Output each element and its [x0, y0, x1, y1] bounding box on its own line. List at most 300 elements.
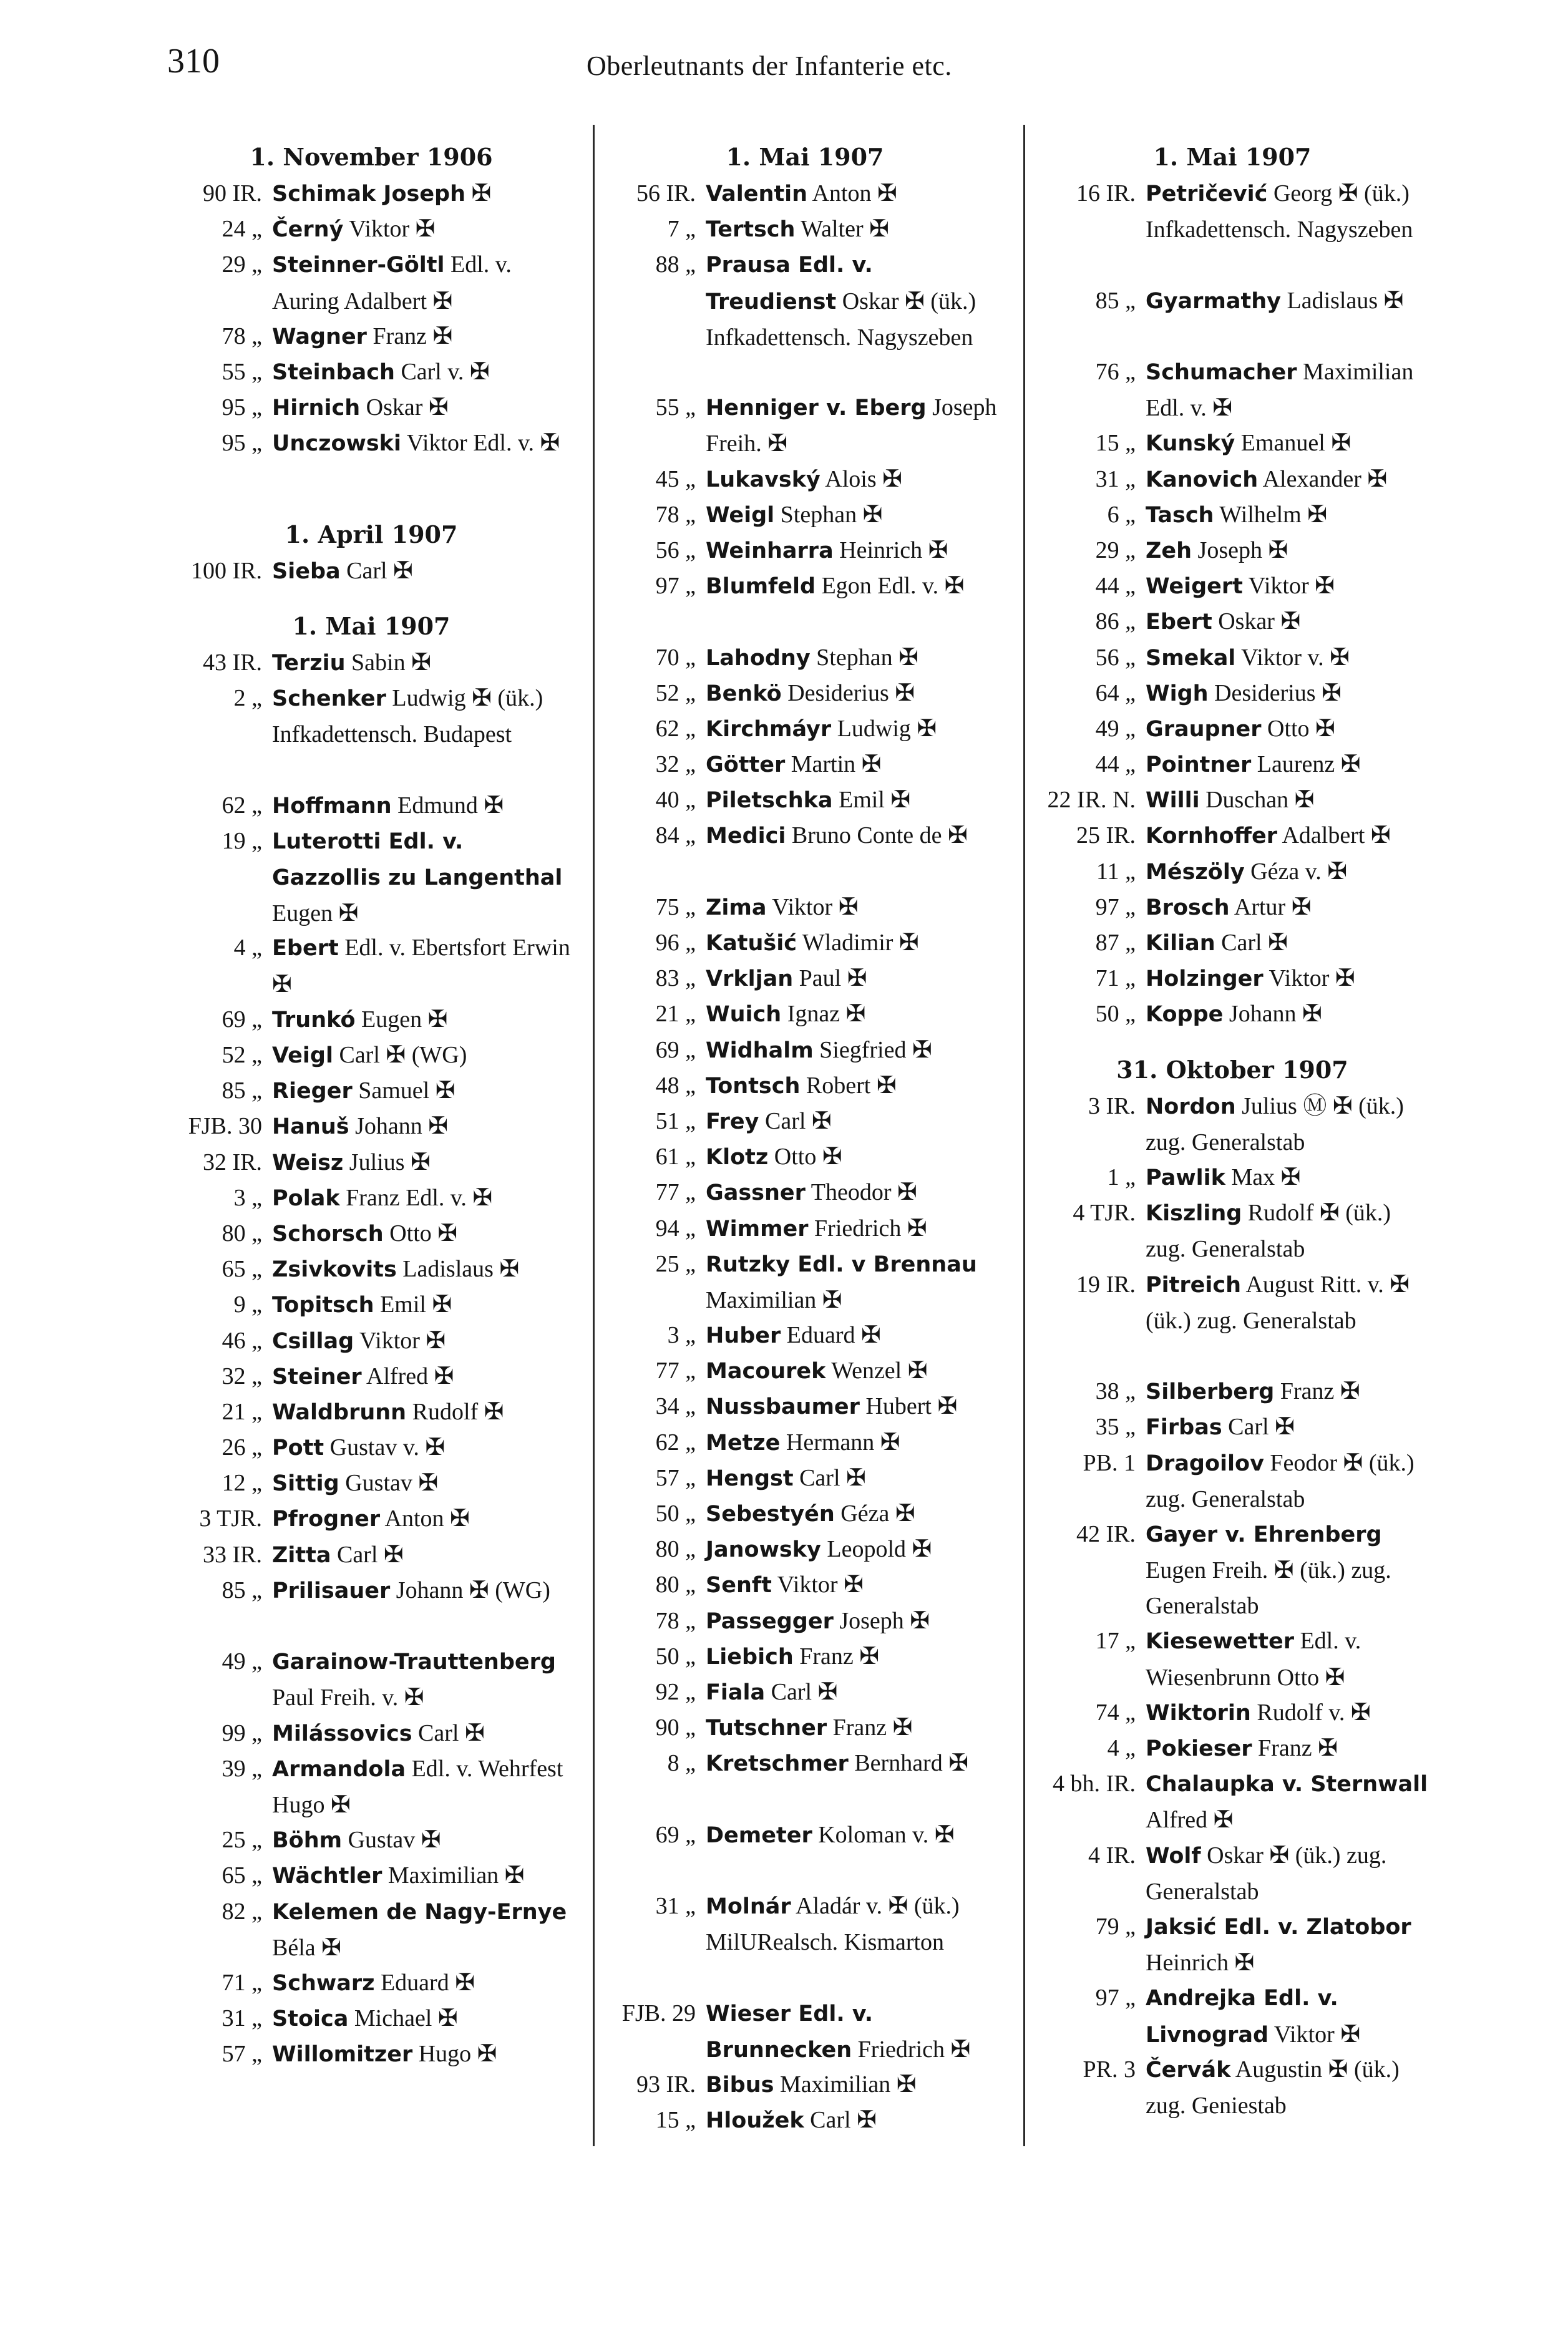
regiment-number: 35 „ — [1095, 1414, 1136, 1441]
officer-entry — [1030, 354, 1435, 426]
officer-entry — [599, 1461, 1011, 1496]
regiment-number: 56 IR. — [636, 180, 696, 207]
officer-entry — [599, 640, 1011, 676]
officer-surname: Kilian — [1146, 931, 1215, 956]
regiment-number: 95 „ — [222, 430, 262, 457]
officer-surname: Ebert — [272, 936, 339, 961]
regiment-number: 79 „ — [1095, 1914, 1136, 1940]
regiment-number: 61 „ — [655, 1144, 696, 1170]
officer-surname: Weisz — [272, 1150, 344, 1175]
officer-surname: Tutschner — [706, 1716, 827, 1741]
regiment-number: 22 IR. N. — [1047, 787, 1136, 814]
officer-surname: Sebestyén — [706, 1502, 835, 1527]
officer-details: Viktor ✠ — [343, 216, 436, 243]
regiment-number: 48 „ — [655, 1072, 696, 1099]
officer-surname: Macourek — [706, 1359, 826, 1384]
officer-details: Oskar ✠ — [1212, 608, 1301, 635]
officer-entry — [1030, 1909, 1435, 1980]
officer-details: Eugen ✠ — [272, 900, 359, 927]
section-gap — [1030, 1033, 1435, 1051]
officer-entry — [599, 1603, 1011, 1639]
officer-entry — [1030, 818, 1435, 853]
officer-details: Viktor Edl. v. ✠ — [401, 430, 560, 457]
officer-surname: Steiner — [272, 1364, 362, 1389]
regiment-number: 45 „ — [655, 465, 696, 492]
regiment-number: 51 „ — [655, 1107, 696, 1134]
officer-entry — [599, 1496, 1011, 1532]
regiment-number: 100 IR. — [191, 557, 262, 584]
officer-surname: Kretschmer — [706, 1751, 849, 1777]
officer-entry — [168, 390, 574, 426]
officer-entry — [599, 1710, 1011, 1746]
officer-details: Wladimir ✠ — [796, 930, 919, 956]
officer-details: Maximilian ✠ — [706, 1286, 842, 1313]
officer-details: Feodor ✠ (ük.) zug. Generalstab — [1146, 1449, 1415, 1512]
regiment-number: 32 „ — [222, 1363, 262, 1389]
officer-entry — [599, 2067, 1011, 2103]
officer-surname: Pawlik — [1146, 1165, 1225, 1190]
officer-entry — [168, 1751, 574, 1822]
officer-surname: Holzinger — [1146, 966, 1264, 992]
regiment-number: 2 „ — [233, 685, 262, 712]
officer-details: Ladislaus ✠ — [1280, 287, 1404, 314]
regiment-number: 69 „ — [655, 1036, 696, 1063]
regiment-number: 57 „ — [222, 2041, 262, 2068]
regiment-number: 16 IR. — [1076, 180, 1136, 207]
officer-entry — [599, 676, 1011, 711]
officer-surname: Wigh — [1146, 681, 1209, 706]
officer-surname: Zima — [706, 895, 767, 920]
officer-details: Rudolf ✠ — [406, 1398, 504, 1425]
regiment-number: 17 „ — [1095, 1628, 1136, 1655]
regiment-number: 97 „ — [655, 573, 696, 600]
officer-details: Maximilian ✠ — [774, 2071, 917, 2098]
regiment-number: 77 „ — [655, 1179, 696, 1206]
officer-details: Viktor ✠ — [1242, 573, 1335, 600]
officer-entry — [1030, 533, 1435, 568]
regiment-number: 49 „ — [222, 1648, 262, 1675]
officer-surname: Koppe — [1146, 1002, 1224, 1028]
officer-surname: Hoffmann — [272, 793, 392, 819]
officer-details: Ladislaus ✠ — [396, 1256, 520, 1283]
officer-surname: Weigl — [706, 502, 775, 528]
regiment-number: 84 „ — [655, 822, 696, 849]
officer-details: Duschan ✠ — [1199, 787, 1315, 814]
officer-details: Carl ✠ — [340, 557, 413, 584]
officer-surname: Nordon — [1146, 1094, 1236, 1119]
officer-entry — [168, 354, 574, 390]
officer-entry — [168, 1109, 574, 1144]
regiment-number: 69 „ — [222, 1006, 262, 1033]
officer-details: Anton ✠ — [380, 1505, 470, 1532]
officer-entry — [168, 1073, 574, 1109]
regiment-number: 85 „ — [222, 1077, 262, 1104]
officer-details: Julius Ⓜ ✠ (ük.) zug. Generalstab — [1146, 1092, 1404, 1155]
officer-entry — [599, 961, 1011, 996]
officer-details: Heinrich ✠ — [833, 537, 948, 563]
officer-details: Walter ✠ — [795, 216, 889, 243]
officer-details: Carl v. ✠ — [394, 358, 490, 385]
officer-details: Edmund ✠ — [391, 792, 504, 819]
officer-surname: Schimak Joseph — [272, 182, 466, 207]
officer-details: Wenzel ✠ — [825, 1358, 928, 1384]
officer-entry — [1030, 1195, 1435, 1267]
regiment-number: 94 „ — [655, 1215, 696, 1242]
officer-surname: Milássovics — [272, 1721, 412, 1746]
officer-entry — [168, 1965, 574, 2001]
officer-surname: Willi — [1146, 788, 1200, 814]
officer-entry — [1030, 1838, 1435, 1909]
officer-details: Leopold ✠ — [821, 1536, 932, 1563]
officer-details: Carl ✠ — [759, 1107, 832, 1134]
officer-details: Adalbert ✠ — [1277, 822, 1391, 849]
regiment-number: FJB. 30 — [188, 1113, 262, 1140]
regiment-number: 56 „ — [655, 537, 696, 563]
regiment-number: 33 IR. — [203, 1541, 262, 1568]
regiment-number: 62 „ — [222, 792, 262, 819]
officer-details: Ignaz ✠ — [781, 1001, 866, 1028]
officer-entry — [168, 1323, 574, 1359]
officer-entry — [1030, 1267, 1435, 1374]
officer-details: Stephan ✠ — [810, 644, 918, 671]
regiment-number: 3 „ — [667, 1322, 696, 1349]
officer-surname: Zsivkovits — [272, 1257, 397, 1283]
officer-surname: Csillag — [272, 1328, 354, 1354]
regiment-number: 6 „ — [1107, 501, 1136, 528]
officer-entry — [599, 818, 1011, 889]
officer-details: Johann ✠ — [1223, 1001, 1322, 1028]
regiment-number: 78 „ — [655, 1607, 696, 1634]
officer-details: Joseph ✠ — [833, 1607, 930, 1634]
regiment-number: 50 „ — [1095, 1001, 1136, 1028]
officer-surname: Valentin — [706, 182, 808, 207]
officer-surname: Graupner — [1146, 716, 1262, 742]
officer-details: Carl ✠ — [1222, 1414, 1295, 1441]
officer-surname: Zitta — [272, 1542, 331, 1568]
officer-details: Eduard ✠ — [374, 1969, 475, 1996]
regiment-number: 24 „ — [222, 216, 262, 243]
section-date-heading: 1. April 1907 — [285, 520, 458, 548]
officer-entry — [1030, 2052, 1435, 2123]
officer-details: Oskar ✠ (ük.) zug. Generalstab — [1146, 1842, 1387, 1905]
regiment-number: 9 „ — [233, 1291, 262, 1318]
officer-entry — [168, 1002, 574, 1038]
regiment-number: 7 „ — [667, 216, 696, 243]
page-number: 310 — [167, 42, 220, 80]
officer-entry — [599, 747, 1011, 782]
officer-entry — [1030, 426, 1435, 461]
officer-surname: Wolf — [1146, 1843, 1201, 1869]
officer-details: Wilhelm ✠ — [1214, 501, 1328, 528]
regiment-number: 29 „ — [1095, 537, 1136, 563]
officer-entry — [1030, 711, 1435, 747]
regiment-number: 78 „ — [222, 323, 262, 349]
officer-details: Gustav v. ✠ — [324, 1434, 446, 1461]
officer-surname: Lahodny — [706, 645, 811, 671]
regiment-number: 29 „ — [222, 251, 262, 278]
officer-entry — [599, 1175, 1011, 1210]
officer-details: Viktor ✠ — [1269, 2021, 1361, 2048]
officer-entry — [168, 1573, 574, 1644]
officer-surname: Waldbrunn — [272, 1399, 407, 1425]
column-1 — [168, 139, 574, 2073]
officer-details: Gustav ✠ — [342, 1827, 441, 1854]
officer-surname: Prausa Edl. v. Treudienst — [706, 253, 873, 314]
regiment-number: 80 „ — [222, 1220, 262, 1247]
officer-entry — [168, 1216, 574, 1252]
officer-surname: Kunský — [1146, 431, 1235, 457]
officer-surname: Garainow-Trauttenberg — [272, 1650, 556, 1675]
officer-details: Viktor ✠ — [354, 1327, 446, 1354]
officer-surname: Ebert — [1146, 610, 1212, 635]
regiment-number: 77 „ — [655, 1358, 696, 1384]
regiment-number: 87 „ — [1095, 930, 1136, 956]
officer-entry — [168, 1145, 574, 1180]
officer-entry — [1030, 1517, 1435, 1624]
officer-entry — [168, 2036, 574, 2072]
section-date-heading: 31. Oktober 1907 — [1116, 1055, 1348, 1084]
officer-details: Carl ✠ (WG) — [333, 1042, 467, 1069]
officer-entry — [599, 462, 1011, 497]
officer-entry — [168, 212, 574, 247]
officer-entry — [168, 788, 574, 824]
officer-details: Otto ✠ — [383, 1220, 458, 1247]
officer-details: Siegfried ✠ — [813, 1036, 932, 1063]
officer-entry — [1030, 1766, 1435, 1837]
officer-surname: Brosch — [1146, 895, 1230, 920]
officer-entry — [1030, 1446, 1435, 1517]
officer-details: Franz ✠ — [1274, 1378, 1360, 1405]
officer-details: Alfred ✠ — [1146, 1807, 1234, 1834]
officer-entry — [168, 2001, 574, 2036]
officer-surname: Frey — [706, 1109, 759, 1134]
officer-entry — [1030, 462, 1435, 497]
officer-details: Augustin ✠ (ük.) zug. Geniestab — [1146, 2056, 1400, 2119]
officer-details: Carl ✠ — [1215, 930, 1288, 956]
officer-details: Oskar ✠ (ük.) Infkadettensch. Nagyszeben — [706, 288, 976, 351]
officer-entry — [599, 1639, 1011, 1675]
officer-entry — [1030, 568, 1435, 604]
officer-surname: Silberberg — [1146, 1379, 1275, 1405]
officer-entry — [1030, 1160, 1435, 1195]
officer-entry — [599, 176, 1011, 212]
officer-surname: Kanovich — [1146, 467, 1259, 492]
regiment-number: 4 IR. — [1088, 1842, 1136, 1869]
officer-surname: Luterotti Edl. v. Gazzollis zu Langenthal — [272, 829, 563, 891]
officer-details: Sabin ✠ — [345, 649, 431, 676]
officer-details: Géza v. ✠ — [1244, 858, 1348, 885]
officer-surname: Gassner — [706, 1180, 806, 1206]
regiment-number: 62 „ — [655, 715, 696, 742]
regiment-number: 32 „ — [655, 751, 696, 778]
officer-details: Viktor ✠ — [766, 893, 859, 920]
officer-entry — [1030, 1089, 1435, 1160]
regiment-number: 52 „ — [222, 1042, 262, 1069]
officer-surname: Stoica — [272, 2006, 349, 2032]
officer-details: Géza ✠ — [834, 1500, 915, 1527]
regiment-number: 44 „ — [1095, 573, 1136, 600]
officer-surname: Kornhoffer — [1146, 824, 1278, 849]
regiment-number: 80 „ — [655, 1572, 696, 1598]
officer-details: Martin ✠ — [785, 751, 882, 778]
officer-details: Johann ✠ (WG) — [390, 1577, 550, 1603]
officer-surname: Steinner-Göltl — [272, 253, 445, 278]
regiment-number: PR. 3 — [1083, 2056, 1136, 2083]
officer-details: Paul Freih. v. ✠ — [272, 1685, 424, 1711]
officer-surname: Kiesewetter — [1146, 1629, 1294, 1655]
officer-surname: Henniger v. Eberg — [706, 396, 927, 421]
officer-details: Carl ✠ — [765, 1678, 838, 1705]
officer-entry — [1030, 283, 1435, 354]
regiment-number: 96 „ — [655, 930, 696, 956]
officer-surname: Bibus — [706, 2073, 774, 2098]
regiment-number: 90 „ — [655, 1714, 696, 1741]
officer-surname: Gyarmathy — [1146, 288, 1281, 314]
officer-details: Carl ✠ — [804, 2107, 877, 2134]
officer-details: Viktor ✠ — [1263, 965, 1355, 992]
regiment-number: 4 bh. IR. — [1053, 1771, 1136, 1797]
officer-surname: Demeter — [706, 1822, 812, 1848]
regiment-number: 86 „ — [1095, 608, 1136, 635]
officer-details: Franz ✠ — [1252, 1735, 1338, 1762]
officer-surname: Benkö — [706, 681, 782, 706]
officer-entry — [599, 996, 1011, 1032]
regiment-number: 39 „ — [222, 1755, 262, 1782]
officer-entry — [168, 1644, 574, 1715]
officer-surname: Tasch — [1146, 502, 1214, 528]
officer-details: Desiderius ✠ — [1208, 679, 1342, 706]
officer-entry — [599, 890, 1011, 925]
regiment-number: 31 „ — [655, 1893, 696, 1920]
regiment-number: 4 „ — [1107, 1735, 1136, 1762]
officer-entry — [599, 247, 1011, 390]
regiment-number: 62 „ — [655, 1429, 696, 1456]
officer-entry — [1030, 747, 1435, 782]
regiment-number: 25 „ — [655, 1250, 696, 1277]
officer-entry — [168, 1038, 574, 1073]
regiment-number: 31 „ — [1095, 465, 1136, 492]
regiment-number: 78 „ — [655, 501, 696, 528]
officer-details: Artur ✠ — [1229, 893, 1312, 920]
officer-entry — [1030, 961, 1435, 996]
officer-entry — [168, 553, 574, 589]
officer-details: ✠ — [465, 180, 492, 207]
officer-entry — [599, 212, 1011, 247]
regiment-number: FJB. 29 — [621, 2000, 696, 2026]
regiment-number: 3 „ — [233, 1184, 262, 1211]
officer-details: Emil ✠ — [374, 1291, 452, 1318]
officer-surname: Hirnich — [272, 396, 361, 421]
officer-surname: Wiktorin — [1146, 1700, 1251, 1726]
officer-surname: Petričević — [1146, 182, 1268, 207]
regiment-number: 21 „ — [222, 1398, 262, 1425]
officer-details: Stephan ✠ — [774, 501, 883, 528]
officer-details: Max ✠ — [1225, 1164, 1301, 1190]
officer-entry — [599, 1353, 1011, 1389]
officer-details: Joseph ✠ — [1192, 537, 1288, 563]
regiment-number: 70 „ — [655, 644, 696, 671]
regiment-number: 43 IR. — [203, 649, 262, 676]
officer-surname: Weinharra — [706, 538, 834, 563]
officer-entry — [168, 1894, 574, 1965]
column-2 — [599, 139, 1011, 2139]
officer-surname: Gayer v. Ehrenberg — [1146, 1522, 1382, 1547]
column-rule — [1023, 125, 1025, 2146]
officer-surname: Molnár — [706, 1894, 791, 1920]
officer-surname: Schwarz — [272, 1970, 375, 1996]
officer-entry — [168, 1822, 574, 1858]
officer-surname: Kelemen de Nagy-Ernye — [272, 1899, 567, 1925]
officer-details: Alexander ✠ — [1258, 465, 1388, 492]
officer-entry — [168, 1858, 574, 1894]
regiment-number: 97 „ — [1095, 893, 1136, 920]
officer-details: Friedrich ✠ — [852, 2036, 971, 2063]
officer-details: Edl. v. Auring Adalbert ✠ — [272, 251, 512, 314]
officer-entry — [599, 1068, 1011, 1104]
officer-surname: Steinbach — [272, 359, 395, 385]
officer-surname: Wimmer — [706, 1216, 809, 1242]
regiment-number: PB. 1 — [1083, 1449, 1136, 1476]
officer-details: Egon Edl. v. ✠ — [816, 573, 965, 600]
regiment-number: 42 IR. — [1076, 1520, 1136, 1547]
regiment-number: 99 „ — [222, 1719, 262, 1746]
regiment-number: 49 „ — [1095, 715, 1136, 742]
officer-details: Georg ✠ (ük.) Infkadettensch. Nagyszeben — [1146, 180, 1413, 243]
officer-surname: Andrejka Edl. v. Livnograd — [1146, 1986, 1338, 2048]
officer-surname: Trunkó — [272, 1007, 356, 1033]
officer-surname: Jaksić Edl. v. Zlatobor — [1146, 1915, 1411, 1940]
officer-entry — [1030, 1980, 1435, 2051]
officer-surname: Hanuš — [272, 1114, 349, 1140]
regiment-number: 95 „ — [222, 394, 262, 421]
officer-surname: Pointner — [1146, 752, 1252, 778]
officer-entry — [168, 1501, 574, 1537]
regiment-number: 90 IR. — [203, 180, 262, 207]
officer-surname: Pott — [272, 1436, 324, 1461]
officer-entry — [599, 1675, 1011, 1710]
regiment-number: 19 IR. — [1076, 1271, 1136, 1298]
officer-entry — [599, 1817, 1011, 1889]
regiment-number: 56 „ — [1095, 644, 1136, 671]
officer-entry — [1030, 1409, 1435, 1445]
column-rule — [593, 125, 595, 2146]
officer-entry — [168, 930, 574, 1001]
officer-details: Carl ✠ — [793, 1464, 866, 1491]
regiment-number: 4 TJR. — [1073, 1200, 1136, 1227]
officer-surname: Schorsch — [272, 1221, 384, 1247]
officer-details: Franz ✠ — [366, 323, 453, 349]
regiment-number: 52 „ — [655, 679, 696, 706]
officer-entry — [1030, 1623, 1435, 1695]
officer-surname: Topitsch — [272, 1293, 374, 1318]
officer-entry — [1030, 996, 1435, 1032]
officer-surname: Klotz — [706, 1145, 769, 1170]
officer-details: Franz ✠ — [793, 1643, 880, 1670]
officer-surname: Sieba — [272, 558, 341, 584]
officer-entry — [599, 390, 1011, 461]
officer-entry — [599, 711, 1011, 747]
officer-entry — [168, 1716, 574, 1751]
officer-details: Edl. v. Wehrfest Hugo ✠ — [272, 1755, 563, 1819]
officer-details: Anton ✠ — [807, 180, 897, 207]
section-date-heading: 1. November 1906 — [250, 143, 493, 171]
officer-entry — [599, 1425, 1011, 1461]
officer-entry — [599, 1889, 1011, 1996]
officer-details: Viktor ✠ — [771, 1572, 864, 1598]
officer-details: Joseph Freih. ✠ — [706, 394, 997, 457]
officer-surname: Mészöly — [1146, 859, 1245, 885]
regiment-number: 11 „ — [1096, 858, 1136, 885]
